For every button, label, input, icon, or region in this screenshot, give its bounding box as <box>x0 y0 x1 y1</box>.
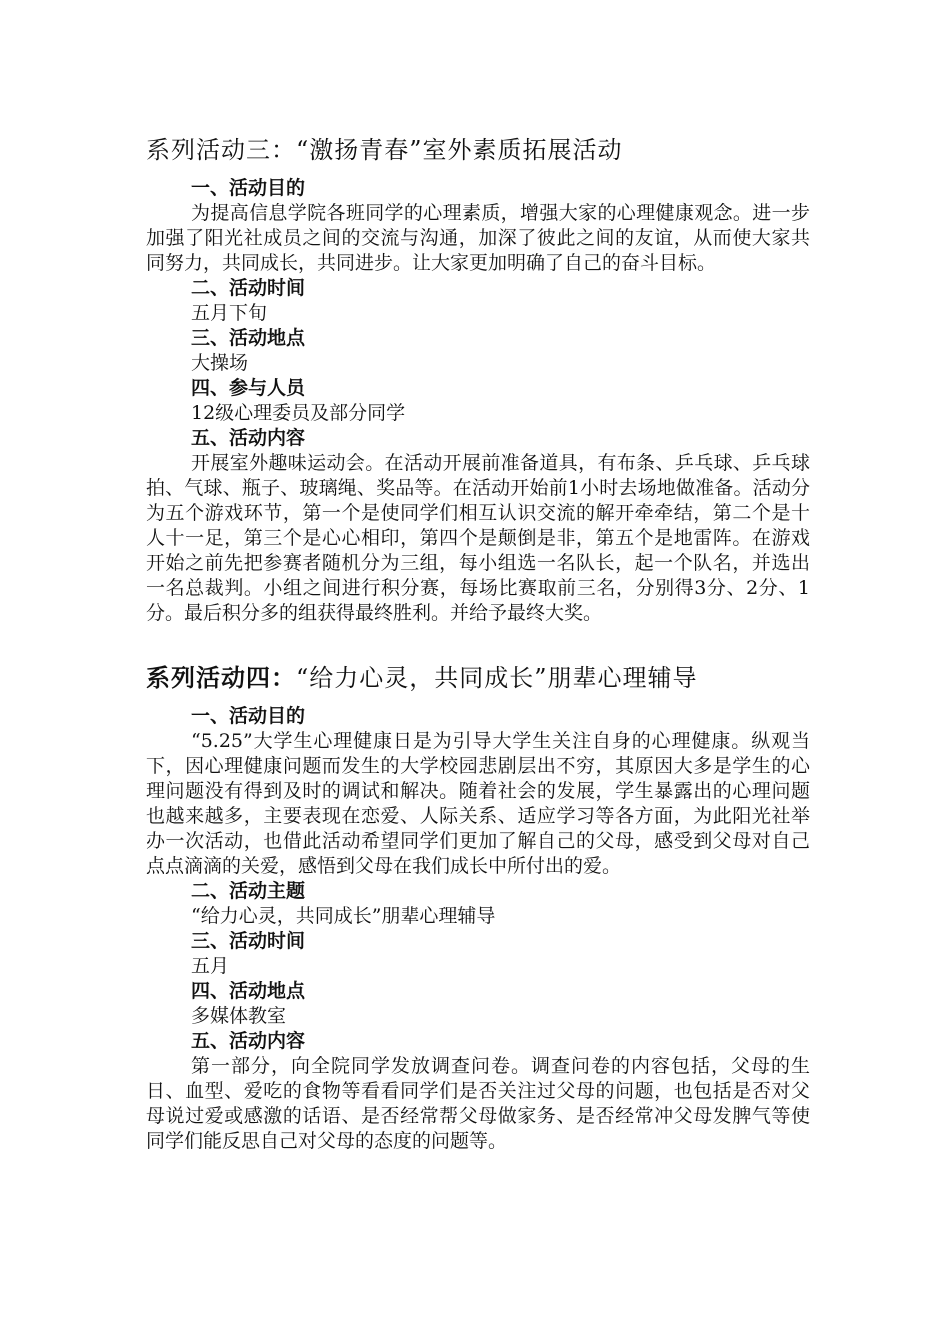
section3-purpose-text: 为提高信息学院各班同学的心理素质，增强大家的心理健康观念。进一步加强了阳光社成员之间的交流与沟通，加深了彼此之间的友谊，从而使大家共同努力，共同成长，共同进步。让大家更加明确了自己的奋斗目标。 <box>146 202 810 274</box>
section3-heading-time: 二、活动时间 <box>191 277 306 299</box>
section3-place-text: 大操场 <box>191 352 249 374</box>
section4-purpose-text: “5.25”大学生心理健康日是为引导大学生关注自身的心理健康。纵观当下，因心理健康问题而发生的大学校园悲剧层出不穷，其原因大多是学生的心理问题没有得到及时的调试和解决。随着社会的发展，学生暴露出的心理问题也越来越多，主要表现在恋爱、人际关系、适应学习等各方面，为此阳光社举办一次活动，也借此活动希望同学们更加了解自己的父母，感受到父母对自己点点滴滴的关爱，感悟到父母在我们成长中所付出的爱。 <box>146 730 810 877</box>
section4-time-text: 五月 <box>191 955 230 977</box>
section3-time-text: 五月下旬 <box>191 302 268 324</box>
section3-heading-place: 三、活动地点 <box>191 327 306 349</box>
section4-heading-content: 五、活动内容 <box>191 1030 306 1052</box>
section4-title-prefix: 系列活动四： <box>146 664 296 692</box>
section3-content-text: 开展室外趣味运动会。在活动开展前准备道具，有布条、乒乓球、乒乓球拍、气球、瓶子、玻璃绳、奖品等。在活动开始前1小时去场地做准备。活动分为五个游戏环节，第一个是使同学们相互认识交流的解开牵牵结，第二个是十人十一足，第三个是心心相印，第四个是颠倒是非，第五个是地雷阵。在游戏开始之前先把参赛者随机分为三组，每小组选一名队长，起一个队名，并选出一名总裁判。小组之间进行积分赛，每场比赛取前三名，分别得3分、2分、1分。最后积分多的组获得最终胜利。并给予最终大奖。 <box>146 452 810 624</box>
section3-heading-content: 五、活动内容 <box>191 427 306 449</box>
section4-heading-theme: 二、活动主题 <box>191 880 306 902</box>
section4-theme-text: “给力心灵，共同成长”朋辈心理辅导 <box>191 905 496 927</box>
section4-title-rest: “给力心灵，共同成长”朋辈心理辅导 <box>296 664 698 692</box>
section3-heading-people: 四、参与人员 <box>191 377 306 399</box>
section4-place-text: 多媒体教室 <box>191 1005 287 1027</box>
section3-heading-purpose: 一、活动目的 <box>191 177 306 199</box>
section4-content-text: 第一部分，向全院同学发放调查问卷。调查问卷的内容包括，父母的生日、血型、爱吃的食物等看看同学们是否关注过父母的问题，也包括是否对父母说过爱或感激的话语、是否经常帮父母做家务、是否经常冲父母发脾气等使同学们能反思自己对父母的态度的问题等。 <box>146 1055 810 1152</box>
section3-title: 系列活动三：“激扬青春”室外素质拓展活动 <box>146 136 623 164</box>
section4-heading-place: 四、活动地点 <box>191 980 306 1002</box>
section4-title <box>146 662 810 694</box>
section4-heading-purpose: 一、活动目的 <box>191 705 306 727</box>
section3-people-text: 12级心理委员及部分同学 <box>191 402 406 424</box>
section4-heading-time: 三、活动时间 <box>191 930 306 952</box>
section-spacer <box>146 626 810 662</box>
document-page <box>146 134 810 1154</box>
